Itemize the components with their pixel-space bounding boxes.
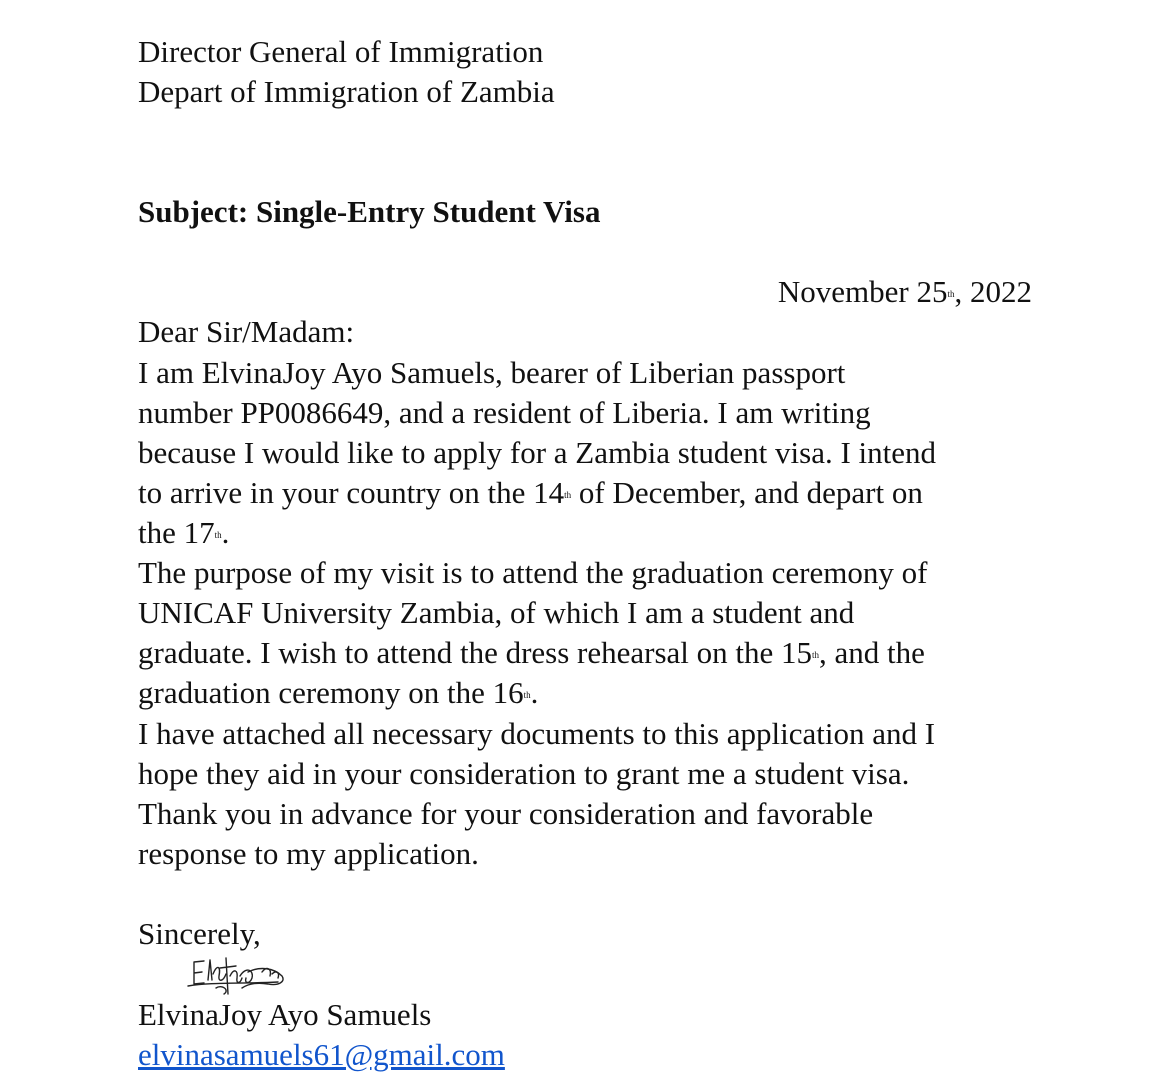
- body-line-9: [138, 673, 538, 713]
- handwritten-signature: [182, 954, 290, 1000]
- body-line-2: number PP0086649, and a resident of Liberia. I am writing: [138, 395, 871, 430]
- letter-date: [778, 272, 1032, 312]
- salutation: Dear Sir/Madam:: [138, 314, 355, 349]
- subject-line: Subject: Single-Entry Student Visa: [138, 194, 601, 229]
- ordinal-suffix: th: [812, 650, 820, 660]
- body-line-10: I have attached all necessary documents to this application and I: [138, 716, 936, 751]
- body-line-4-text: to arrive in your country on the 14: [138, 475, 565, 510]
- date-month-day: November 25: [777, 274, 948, 309]
- date-suffix: th: [947, 289, 955, 299]
- body-line-8-text: graduate. I wish to attend the dress rehearsal on the 15: [138, 635, 813, 670]
- body-line-4-rest: of December, and depart on: [571, 475, 923, 510]
- date-year: , 2022: [954, 274, 1032, 309]
- ordinal-suffix: th: [214, 530, 222, 540]
- body-line-4: [138, 473, 923, 513]
- body-line-1: I am ElvinaJoy Ayo Samuels, bearer of Liberian passport: [138, 355, 846, 390]
- body-line-5-rest: .: [221, 515, 230, 550]
- recipient-department: Depart of Immigration of Zambia: [138, 74, 555, 109]
- body-line-6: The purpose of my visit is to attend the graduation ceremony of: [138, 555, 928, 590]
- body-line-13: response to my application.: [138, 836, 479, 871]
- ordinal-suffix: th: [564, 490, 572, 500]
- ordinal-suffix: th: [523, 690, 531, 700]
- body-line-11: hope they aid in your consideration to grant me a student visa.: [138, 756, 910, 791]
- closing: Sincerely,: [138, 916, 261, 951]
- body-line-8: [138, 633, 925, 673]
- body-line-3: because I would like to apply for a Zambia student visa. I intend: [138, 435, 937, 470]
- sender-name: ElvinaJoy Ayo Samuels: [138, 997, 432, 1032]
- body-line-5: [138, 513, 229, 553]
- body-line-9-text: graduation ceremony on the 16: [138, 675, 524, 710]
- body-line-12: Thank you in advance for your consideration and favorable: [138, 796, 874, 831]
- body-line-8-rest: , and the: [819, 635, 925, 670]
- email-link[interactable]: elvinasamuels61@gmail.com: [138, 1037, 505, 1072]
- body-line-7: UNICAF University Zambia, of which I am a student and: [138, 595, 855, 630]
- recipient-title: Director General of Immigration: [138, 34, 544, 69]
- body-line-9-rest: .: [530, 675, 539, 710]
- body-line-5-text: the 17: [138, 515, 215, 550]
